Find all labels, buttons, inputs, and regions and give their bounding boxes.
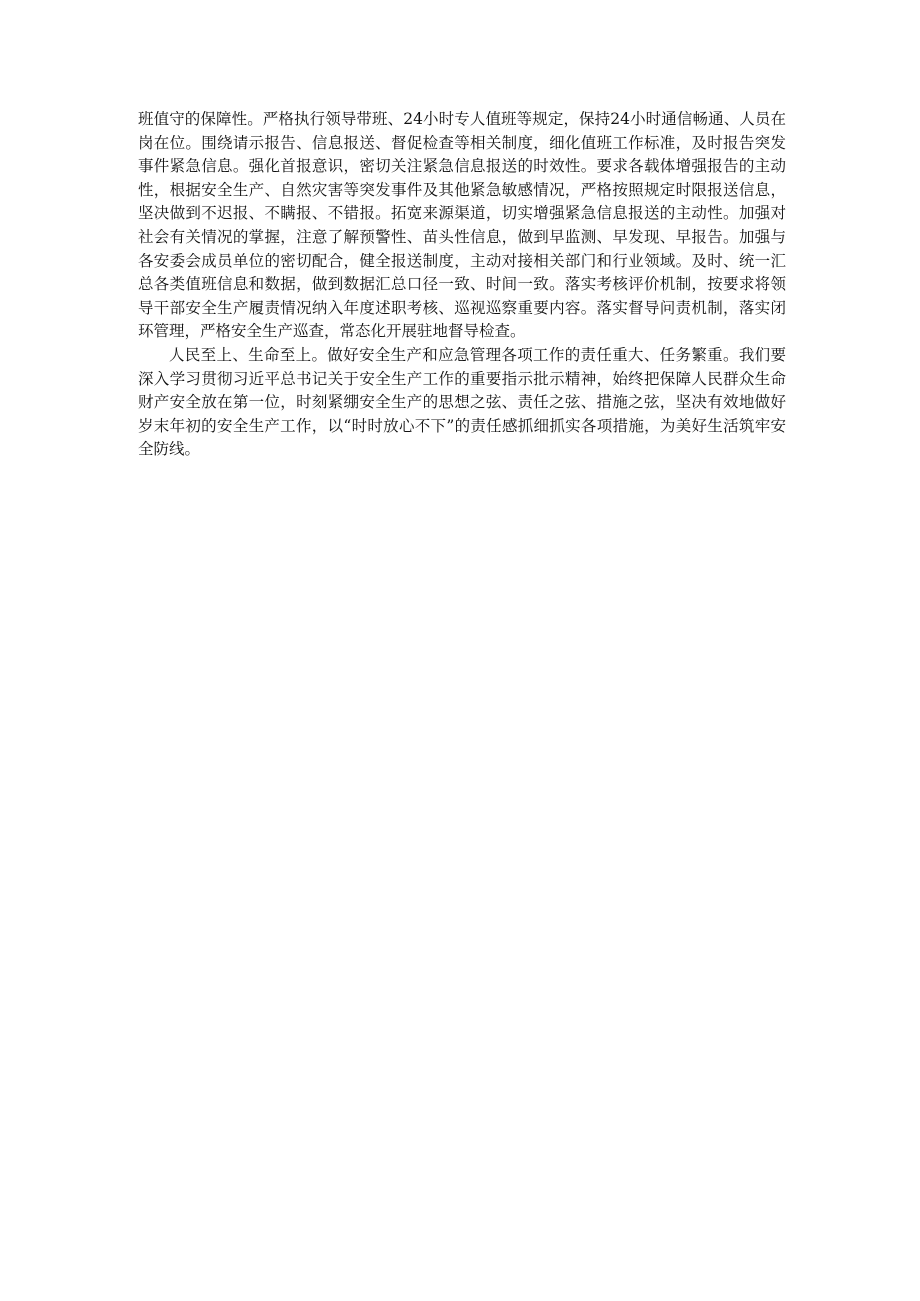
paragraph-duty-and-reporting: 班值守的保障性。严格执行领导带班、24小时专人值班等规定，保持24小时通信畅通、人员在岗在位。围绕请示报告、信息报送、督促检查等相关制度，细化值班工作标准，及时报告突发事件紧急信息。强化首报意识，密切关注紧急信息报送的时效性。要求各载体增强报告的主动性，根据安全生产、自然灾害等突发事件及其他紧急敏感情况，严格按照规定时限报送信息，坚决做到不迟报、不瞒报、不错报。拓宽来源渠道，切实增强紧急信息报送的主动性。加强对社会有关情况的掌握，注意了解预警性、苗头性信息，做到早监测、早发现、早报告。加强与各安委会成员单位的密切配合，健全报送制度，主动对接相关部门和行业领域。及时、统一汇总各类值班信息和数据，做到数据汇总口径一致、时间一致。落实考核评价机制，按要求将领导干部安全生产履责情况纳入年度述职考核、巡视巡察重要内容。落实督导问责机制，落实闭环管理，严格安全生产巡查，常态化开展驻地督导检查。: [138, 110, 786, 341]
document-body: [138, 108, 786, 462]
paragraph-conclusion: 人民至上、生命至上。做好安全生产和应急管理各项工作的责任重大、任务繁重。我们要深入学习贯彻习近平总书记关于安全生产工作的重要指示批示精神，始终把保障人民群众生命财产安全放在第一位，时刻紧绷安全生产的思想之弦、责任之弦、措施之弦，坚决有效地做好岁末年初的安全生产工作，以“时时放心不下”的责任感抓细抓实各项措施，为美好生活筑牢安全防线。: [138, 345, 786, 459]
